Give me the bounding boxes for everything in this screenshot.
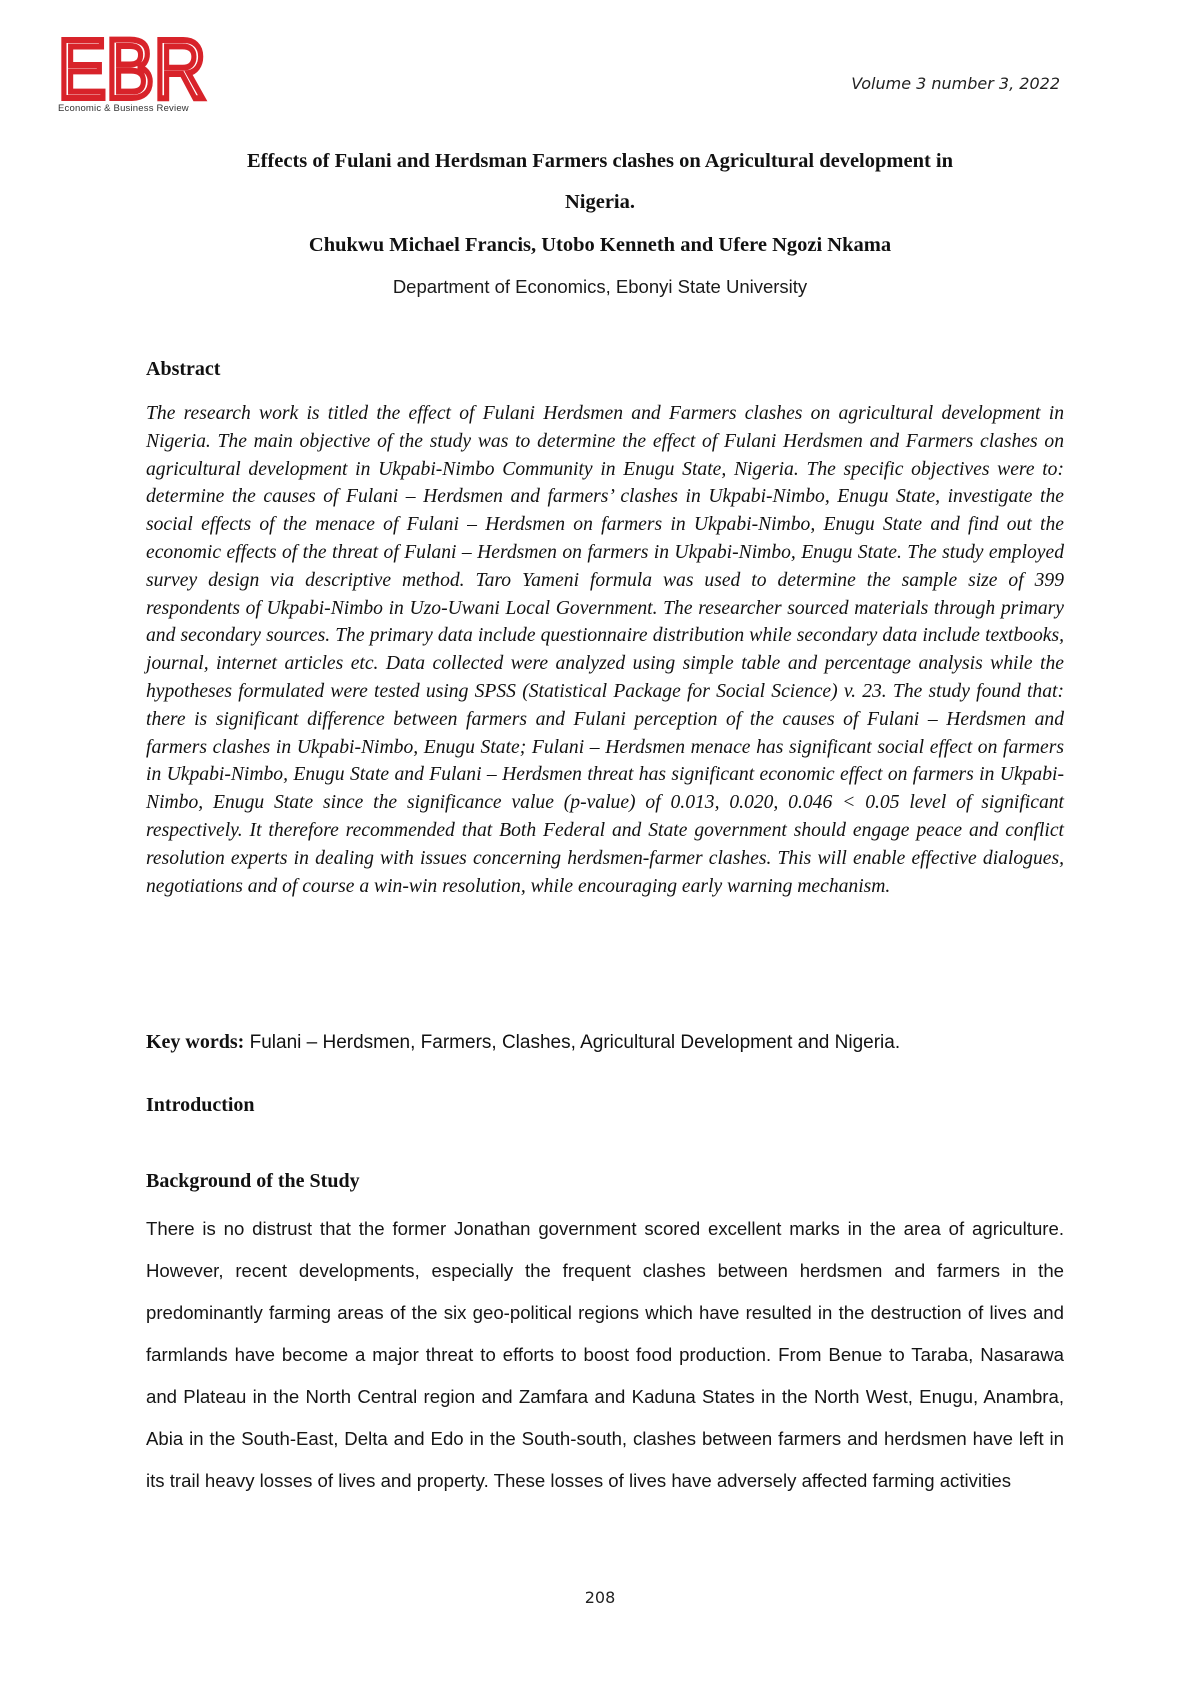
ebr-logo-mark — [58, 32, 208, 104]
paper-authors: Chukwu Michael Francis, Utobo Kenneth and Ufere Ngozi Nkama — [308, 234, 892, 256]
page-number: 208 — [584, 1588, 616, 1607]
keywords — [146, 1031, 900, 1054]
background-subheading: Background of the Study — [146, 1170, 360, 1192]
abstract-heading: Abstract — [146, 358, 221, 380]
logo-subtitle: Economic & Business Review — [58, 103, 189, 114]
keywords-text: Fulani – Herdsmen, Farmers, Clashes, Agricultural Development and Nigeria. — [244, 1032, 901, 1053]
author-affiliation: Department of Economics, Ebonyi State University — [392, 276, 808, 297]
keywords-label: Key words: — [146, 1031, 245, 1053]
abstract-text: The research work is titled the effect of Fulani Herdsmen and Farmers clashes on agricultural development in Nigeria. The main objective of the study was to determine the effect of Fulani Herdsmen and Farmers clashes on agricultural development in Ukpabi-Nimbo Community in Enugu State, Nigeria. The specific objectives were to: determine the causes of Fulani – Herdsmen and farmers’ clashes in Ukpabi-Nimbo, Enugu State, investigate the social effects of the menace of Fulani – Herdsmen on farmers in Ukpabi-Nimbo, Enugu State and find out the economic effects of the threat of Fulani – Herdsmen on farmers in Ukpabi-Nimbo, Enugu State. The study employed survey design via descriptive method. Taro Yameni formula was used to determine the sample size of 399 respondents of Ukpabi-Nimbo in Uzo-Uwani Local Government. The researcher sourced materials through primary and secondary sources. The primary data include questionnaire distribution while secondary data include textbooks, journal, internet articles etc. Data collected were analyzed using simple table and percentage analysis while the hypotheses formulated were tested using SPSS (Statistical Package for Social Science) v. 23. The study found that: there is significant difference between farmers and Fulani perception of the causes of Fulani – Herdsmen and farmers clashes in Ukpabi-Nimbo, Enugu State; Fulani – Herdsmen menace has significant social effect on farmers in Ukpabi-Nimbo, Enugu State and Fulani – Herdsmen threat has significant economic effect on farmers in Ukpabi-Nimbo, Enugu State since the significance value (p-value) of 0.013, 0.020, 0.046 < 0.05 level of significant respectively. It therefore recommended that Both Federal and State government should engage peace and conflict resolution experts in dealing with issues concerning herdsmen-farmer clashes. This will enable effective dialogues, negotiations and of course a win-win resolution, while encouraging early warning mechanism. — [146, 403, 1064, 897]
introduction-heading: Introduction — [146, 1094, 255, 1116]
volume-info: Volume 3 number 3, 2022 — [851, 74, 1060, 93]
paper-title-line-2: Nigeria. — [564, 191, 636, 213]
paper-title-line-1: Effects of Fulani and Herdsman Farmers clashes on Agricultural development in — [246, 150, 954, 172]
introduction-body-text: There is no distrust that the former Jonathan government scored excellent marks in the area of agriculture. However, recent developments, especially the frequent clashes between herdsmen and farmers in the predominantly farming areas of the six geo-political regions which have resulted in the destruction of lives and farmlands have become a major threat to efforts to boost food production. From Benue to Taraba, Nasarawa and Plateau in the North Central region and Zamfara and Kaduna States in the North West, Enugu, Anambra, Abia in the South-East, Delta and Edo in the South-south, clashes between farmers and herdsmen have left in its trail heavy losses of lives and property. These losses of lives have adversely affected farming activities — [146, 1218, 1064, 1491]
logo-text: EBR — [58, 32, 206, 104]
